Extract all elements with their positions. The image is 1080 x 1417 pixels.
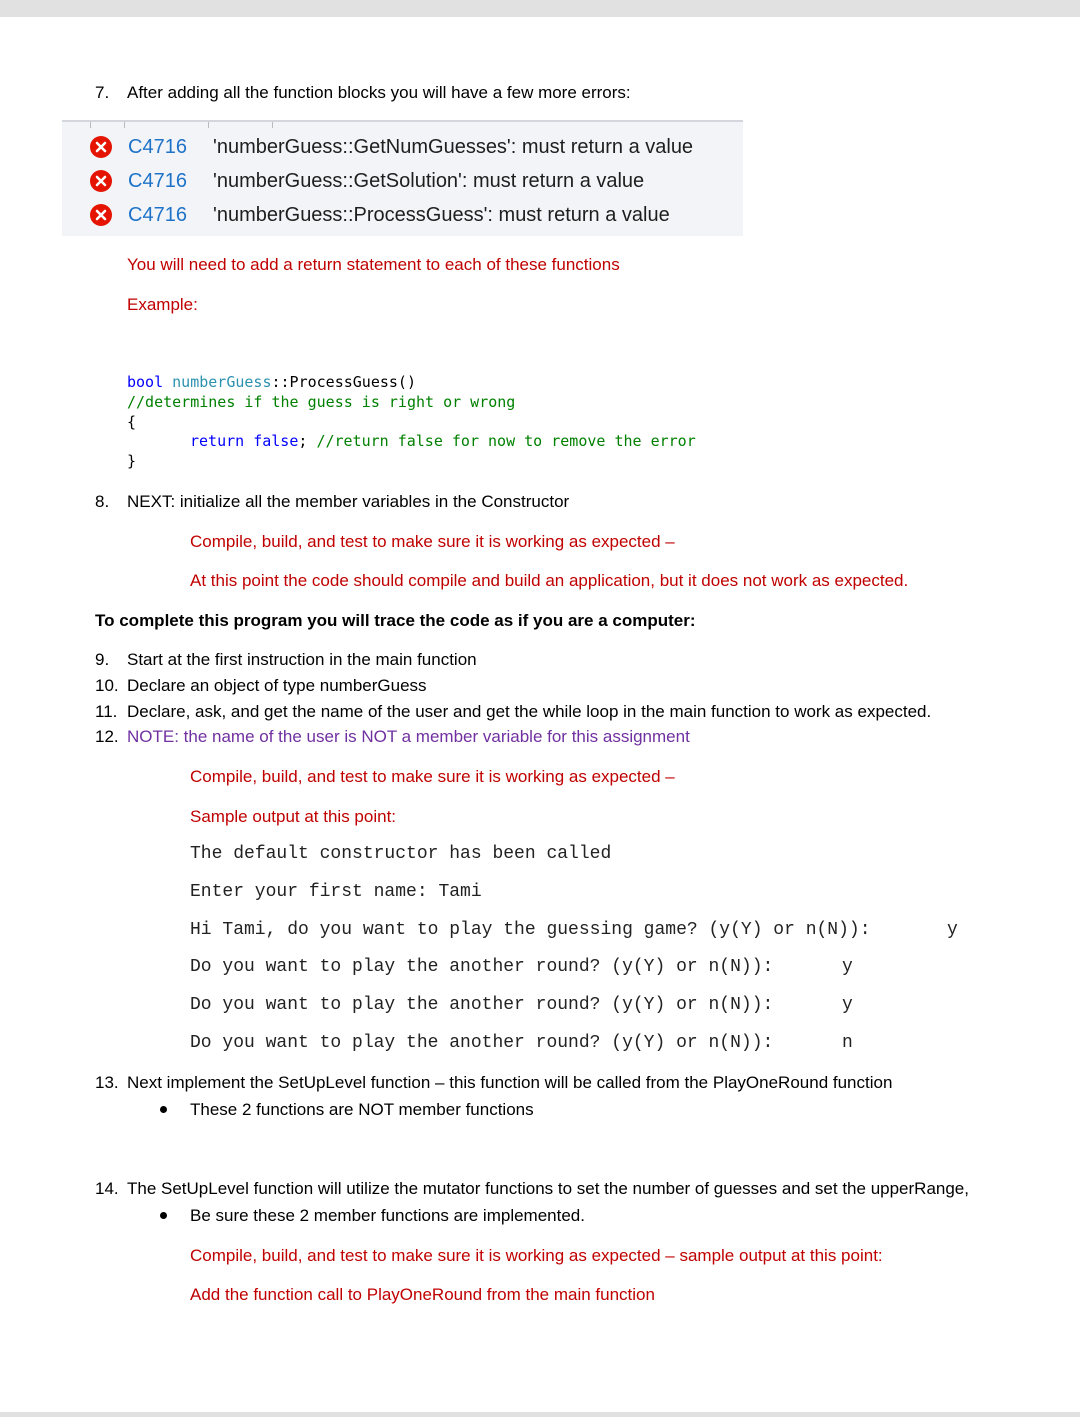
code-text: ::ProcessGuess() [271,373,416,391]
code-keyword: false [253,432,299,450]
error-list-panel [62,120,743,236]
step-10-number: 10. [95,676,119,695]
column-divider [90,122,91,128]
step-8-text: NEXT: initialize all the member variables in the Constructor [127,492,570,511]
error-code-link[interactable]: C4716 [128,170,187,192]
step-11-number: 11. [95,702,118,721]
column-divider [272,122,273,128]
error-code-link[interactable]: C4716 [128,136,187,158]
step-13-text: Next implement the SetUpLevel function – this function will be called from the PlayOneRound function [127,1073,893,1092]
error-circle-icon [90,170,112,192]
code-keyword: bool [127,373,164,391]
error-row[interactable] [62,166,743,196]
step-13-bullet: These 2 functions are NOT member functions [190,1100,534,1119]
sample-output-answer: y [947,920,958,940]
code-line-4 [190,431,696,451]
sample-output-line: Do you want to play the another round? (y(Y) or n(N)): [190,957,774,977]
step-10-text: Declare an object of type numberGuess [127,676,427,695]
bullet-dot [160,1106,167,1113]
point-note: At this point the code should compile and build an application, but it does not work as expected. [190,571,909,590]
bullet-dot [160,1212,167,1219]
step-13-number: 13. [95,1073,119,1092]
sample-output-line: Enter your first name: Tami [190,882,482,902]
bottom-bar [0,1412,1080,1417]
error-circle-icon [90,204,112,226]
error-description: 'numberGuess::GetSolution': must return a value [213,170,645,192]
step-9-text: Start at the first instruction in the main function [127,650,477,669]
compile-note: Compile, build, and test to make sure it is working as expected – [190,767,675,786]
step-12-text: NOTE: the name of the user is NOT a member variable for this assignment [127,727,690,746]
sample-output-line: Hi Tami, do you want to play the guessing game? (y(Y) or n(N)): [190,920,871,940]
code-type: numberGuess [172,373,272,391]
step-7-number: 7. [95,83,110,102]
column-divider [208,122,209,128]
code-line-3-brace: { [127,413,137,431]
code-line-5-brace: } [127,452,137,470]
sample-output-line: Do you want to play the another round? (y(Y) or n(N)): [190,995,774,1015]
code-text: ; [298,432,308,450]
column-divider [124,122,125,128]
step-7-text: After adding all the function blocks you will have a few more errors: [127,83,631,102]
step-11-text: Declare, ask, and get the name of the user and get the while loop in the main function to work as expected. [127,702,932,721]
sample-output-answer: y [842,995,853,1015]
sample-output-line: Do you want to play the another round? (y(Y) or n(N)): [190,1033,774,1053]
example-label: Example: [127,295,198,314]
step-12-number: 12. [95,727,119,746]
code-line-1 [127,372,416,392]
trace-heading: To complete this program you will trace the code as if you are a computer: [95,611,696,630]
error-circle-icon [90,136,112,158]
step-14-number: 14. [95,1179,119,1198]
error-code-link[interactable]: C4716 [128,204,187,226]
compile-note: Compile, build, and test to make sure it is working as expected – [190,532,675,551]
error-list-header-line [62,120,743,122]
compile-note: Compile, build, and test to make sure it is working as expected – sample output at this point: [190,1246,883,1265]
step-9-number: 9. [95,650,110,669]
step-14-bullet: Be sure these 2 member functions are implemented. [190,1206,585,1225]
add-call-note: Add the function call to PlayOneRound from the main function [190,1285,655,1304]
error-description: 'numberGuess::ProcessGuess': must return a value [213,204,670,226]
step-8-number: 8. [95,492,110,511]
code-comment: //return false for now to remove the error [316,432,696,450]
code-keyword: return [190,432,245,450]
sample-output-label: Sample output at this point: [190,807,397,826]
error-row[interactable] [62,200,743,230]
error-description: 'numberGuess::GetNumGuesses': must return a value [213,136,694,158]
code-line-2-comment: //determines if the guess is right or wrong [127,393,516,411]
error-row[interactable] [62,132,743,162]
return-statement-note: You will need to add a return statement to each of these functions [127,255,620,274]
step-14-text: The SetUpLevel function will utilize the mutator functions to set the number of guesses and set the upperRange, [127,1179,969,1198]
sample-output-answer: n [842,1033,853,1053]
top-bar [0,0,1080,17]
sample-output-line: The default constructor has been called [190,844,612,864]
sample-output-answer: y [842,957,853,977]
